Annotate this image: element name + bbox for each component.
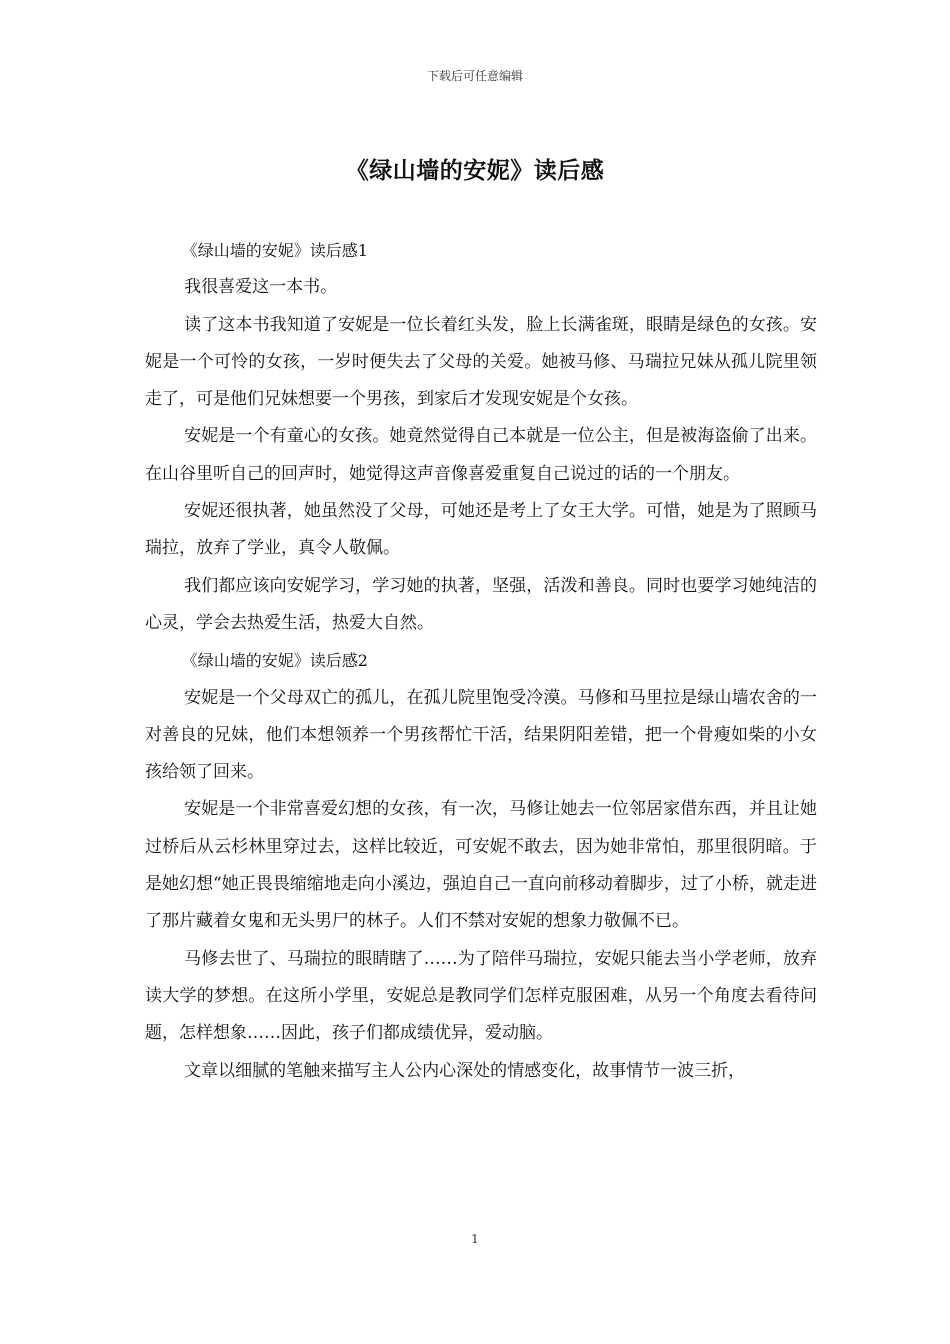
paragraph: 安妮是一个父母双亡的孤儿，在孤儿院里饱受冷漠。马修和马里拉是绿山墙农舍的一对善良的兄妹，他们本想领养一个男孩帮忙干活，结果阴阳差错，把一个骨瘦如柴的小女孩给领了回来。 bbox=[145, 687, 817, 783]
document-body bbox=[145, 232, 817, 1090]
paragraph: 安妮还很执著，她虽然没了父母，可她还是考上了女王大学。可惜，她是为了照顾马瑞拉，放弃了学业，真令人敬佩。 bbox=[145, 501, 817, 559]
paragraph: 马修去世了、马瑞拉的眼睛瞎了……为了陪伴马瑞拉，安妮只能去当小学老师，放弃读大学的梦想。在这所小学里，安妮总是教同学们怎样克服困难，从另一个角度去看待问题，怎样想象……因此，孩子们都成绩优异，爱动脑。 bbox=[145, 948, 817, 1044]
paragraph: 我很喜爱这一本书。 bbox=[184, 277, 338, 298]
paragraph: 读了这本书我知道了安妮是一位长着红头发，脸上长满雀斑，眼睛是绿色的女孩。安妮是一个可怜的女孩，一岁时便失去了父母的关爱。她被马修、马瑞拉兄妹从孤儿院里领走了，可是他们兄妹想要一个男孩，到家后才发现安妮是个女孩。 bbox=[145, 314, 817, 410]
paragraph: 安妮是一个非常喜爱幻想的女孩，有一次，马修让她去一位邻居家借东西，并且让她过桥后从云杉林里穿过去，这样比较近，可安妮不敢去，因为她非常怕，那里很阴暗。于是她幻想“她正畏畏缩缩地走向小溪边，强迫自己一直向前移动着脚步，过了小桥，就走进了那片藏着女鬼和无头男尸的林子。人们不禁对安妮的想象力敬佩不已。 bbox=[145, 799, 817, 932]
paragraph: 安妮是一个有童心的女孩。她竟然觉得自己本就是一位公主，但是被海盗偷了出来。在山谷里听自己的回声时，她觉得这声音像喜爱重复自己说过的话的一个朋友。 bbox=[145, 426, 817, 484]
section-heading-1: 《绿山墙的安妮》读后感1 bbox=[181, 241, 368, 260]
page-number: 1 bbox=[471, 1232, 479, 1246]
document-title: 《绿山墙的安妮》读后感 bbox=[345, 158, 605, 184]
paragraph: 我们都应该向安妮学习，学习她的执著，坚强，活泼和善良。同时也要学习她纯洁的心灵，学会去热爱生活，热爱大自然。 bbox=[145, 575, 817, 633]
header-note: 下载后可任意编辑 bbox=[426, 69, 523, 83]
section-heading-2: 《绿山墙的安妮》读后感2 bbox=[181, 651, 368, 671]
paragraph: 文章以细腻的笔触来描写主人公内心深处的情感变化，故事情节一波三折， bbox=[184, 1060, 746, 1081]
